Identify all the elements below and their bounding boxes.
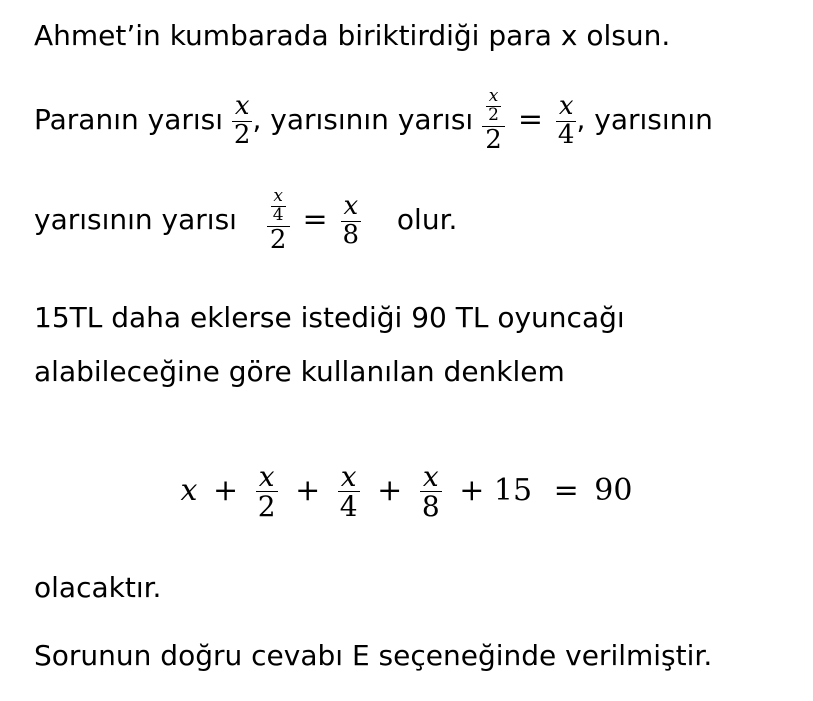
half-quarter-sentence xyxy=(34,88,713,154)
intro-sentence: Ahmet’in kumbarada biriktirdiği para x olsun. xyxy=(34,19,671,52)
fraction-x-over-4: $\frac{x}{4}$ xyxy=(557,91,575,150)
equation-intro-sentence: alabileceğine göre kullanılan denklem xyxy=(34,355,565,388)
text-segment: Paranın yarısı xyxy=(34,103,224,137)
equals-sign: = xyxy=(302,202,328,238)
equation-fraction-x-over-8: $\frac{x}{8}$ xyxy=(421,460,440,524)
plus-sign: + xyxy=(377,472,403,508)
fraction-x-over-8: $\frac{x}{8}$ xyxy=(342,191,360,250)
nested-fraction-x4-over-2: $\frac{\frac{x}{4}}{2}$ xyxy=(267,188,290,254)
equation-fraction-x-over-2: $\frac{x}{2}$ xyxy=(257,460,276,524)
condition-sentence: 15TL daha eklerse istediği 90 TL oyuncağı xyxy=(34,301,625,334)
eighth-sentence xyxy=(34,188,457,254)
equation-rhs: 90 xyxy=(594,472,633,508)
text-segment: , yarısının xyxy=(576,103,713,137)
equals-sign: = xyxy=(553,472,579,508)
conclusion-word: olacaktır. xyxy=(34,571,162,604)
answer-sentence: Sorunun doğru cevabı E seçeneğinde verilmiştir. xyxy=(34,639,713,672)
equation-constant: + 15 xyxy=(459,472,533,508)
nested-fraction-x2-over-2: $\frac{\frac{x}{2}}{2}$ xyxy=(482,88,505,154)
equation-fraction-x-over-4: $\frac{x}{4}$ xyxy=(339,460,358,524)
text-segment: yarısının yarısı xyxy=(34,203,237,237)
equation-term-x: x xyxy=(180,472,198,508)
plus-sign: + xyxy=(213,472,239,508)
equals-sign: = xyxy=(517,102,543,138)
main-equation xyxy=(0,462,813,522)
text-segment: olur. xyxy=(396,203,458,237)
plus-sign: + xyxy=(295,472,321,508)
fraction-x-over-2: $\frac{x}{2}$ xyxy=(233,91,251,150)
text-segment: , yarısının yarısı xyxy=(252,103,474,137)
